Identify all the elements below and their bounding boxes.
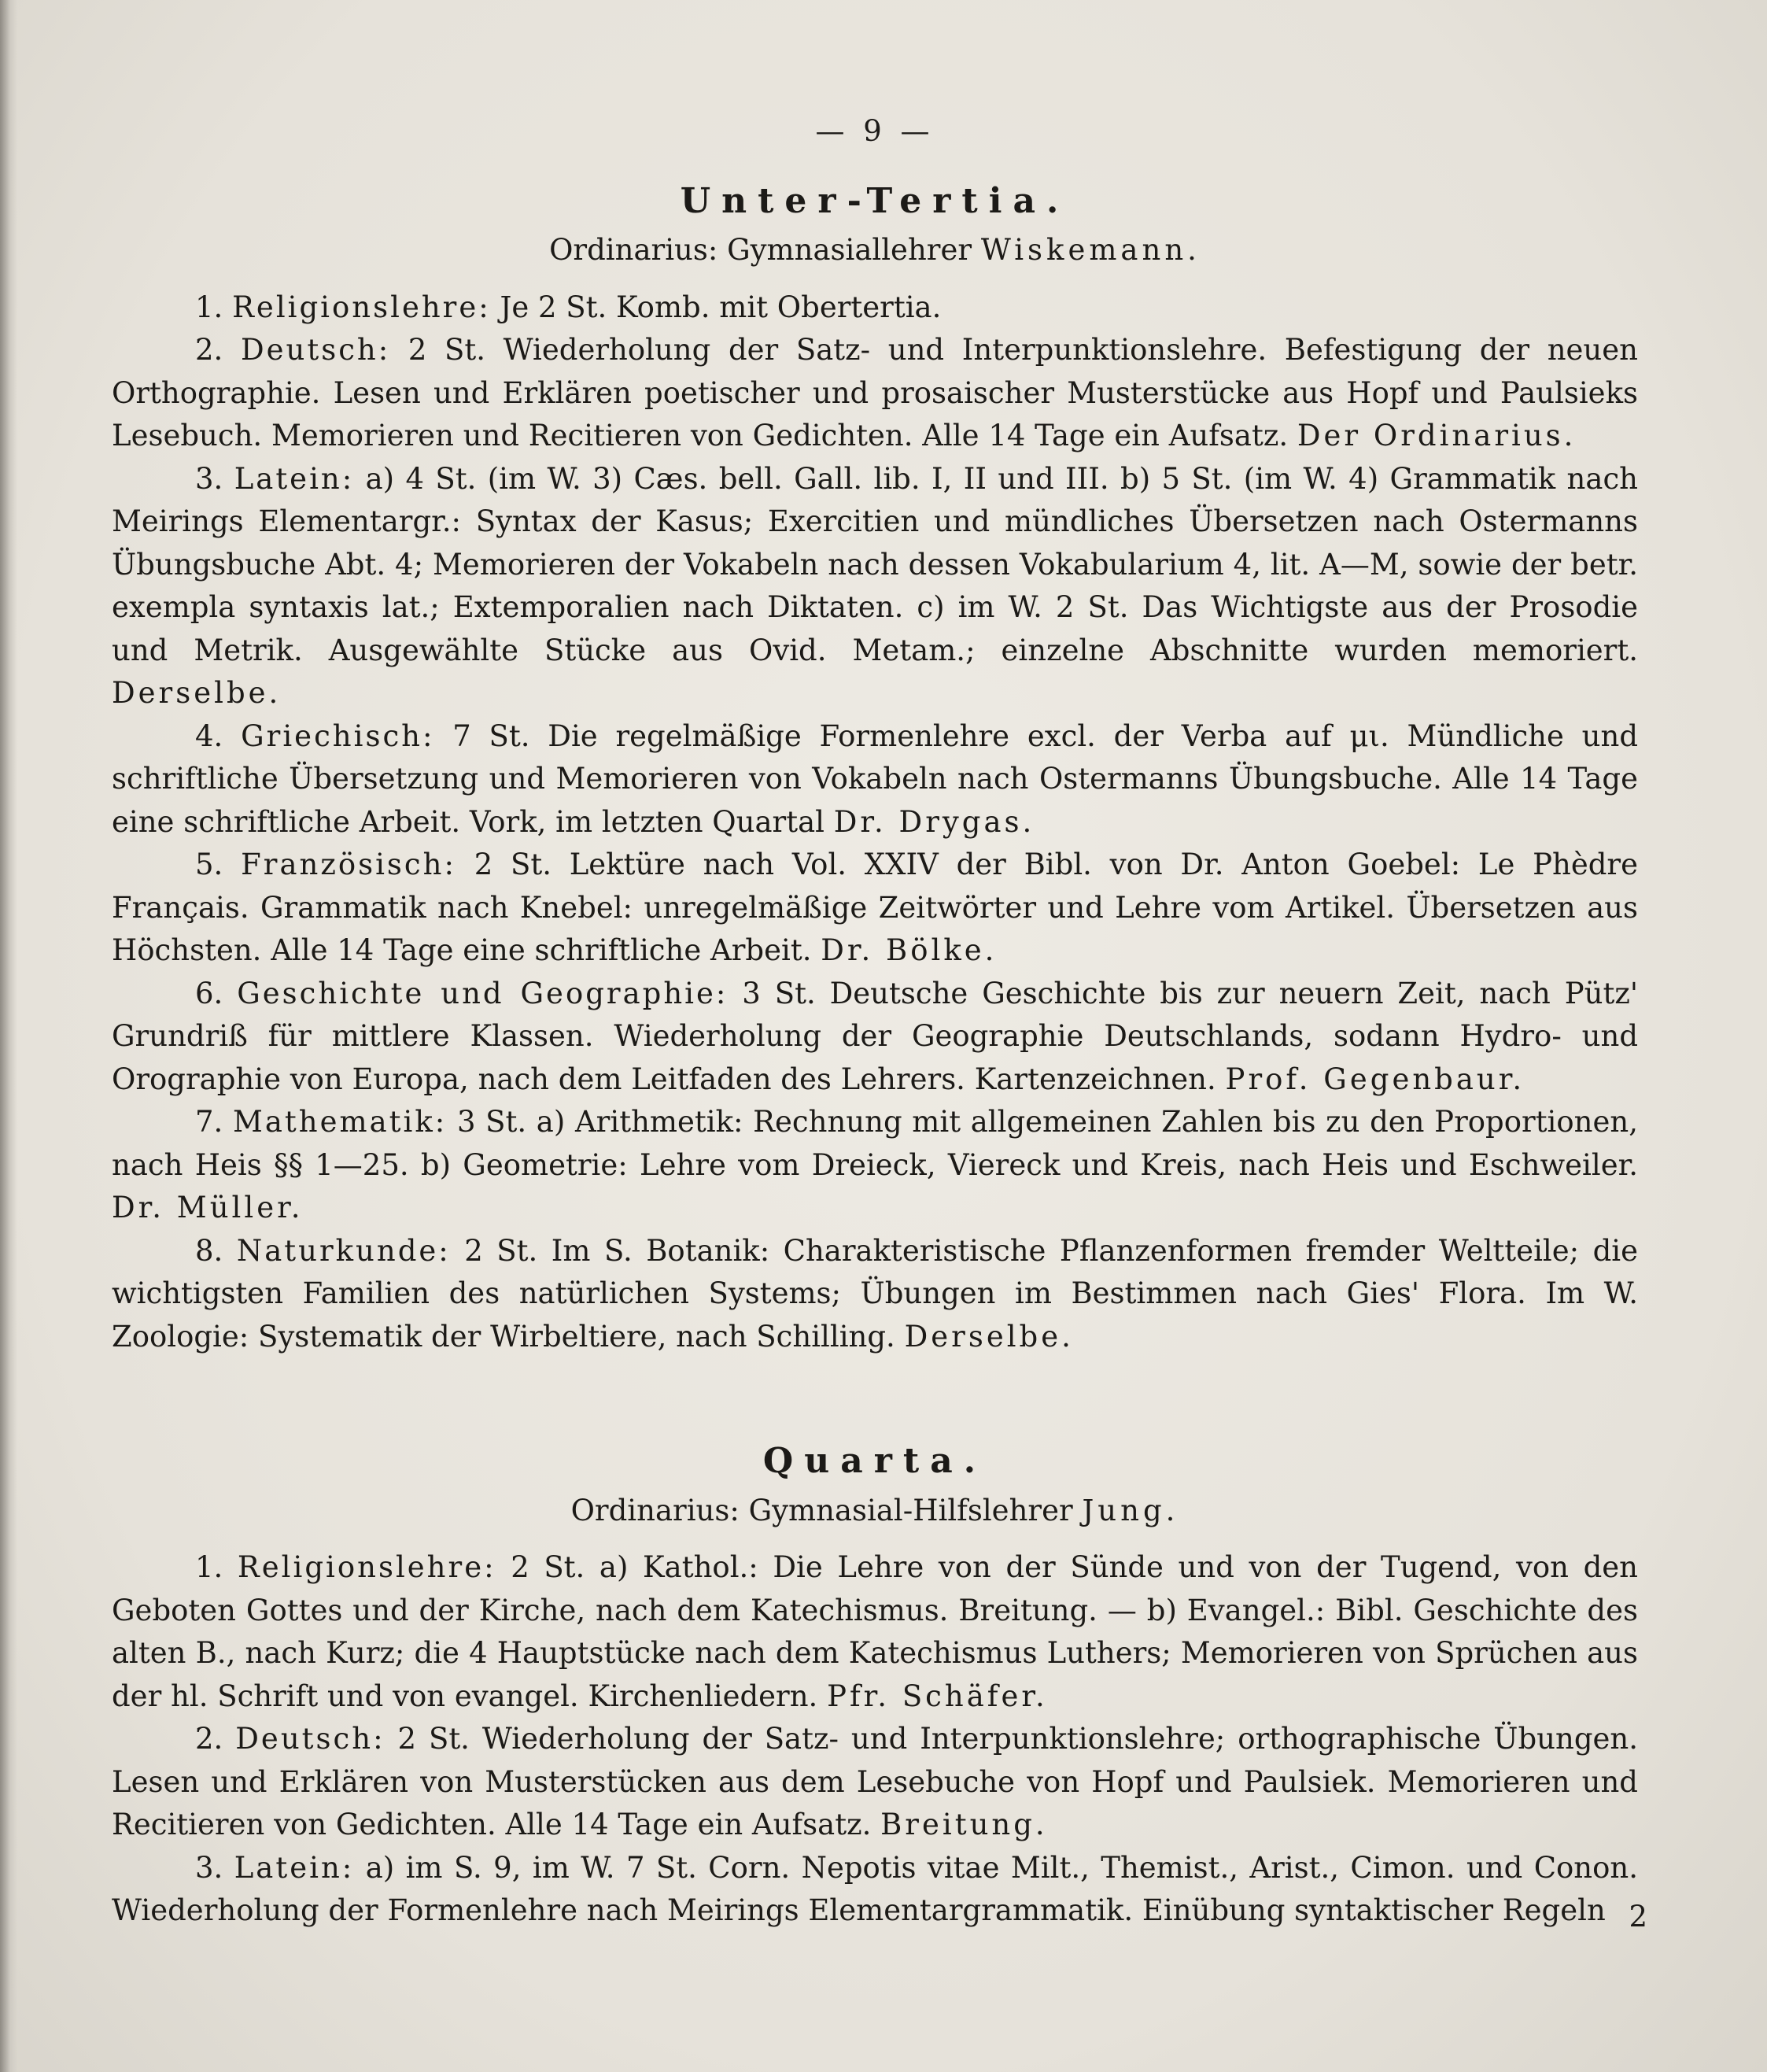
- teacher-name: Pfr. Schäfer.: [827, 1679, 1048, 1713]
- subject-text: a) im S. 9, im W. 7 St. Corn. Nepotis vitae Milt., Themist., Arist., Cimon. und Conon. Wiederholung der Formenlehre nach Meirings Elementargrammatik. Einübung syntaktischer Regeln: [112, 1850, 1638, 1927]
- item-number: 3.: [195, 461, 223, 496]
- teacher-name: Der Ordinarius.: [1297, 419, 1577, 452]
- subject-label: Deutsch:: [235, 1722, 385, 1756]
- subject-paragraph: [112, 844, 1638, 973]
- teacher-name: Dr. Müller.: [112, 1191, 304, 1224]
- subject-text: 2 St. Lektüre nach Vol. XXIV der Bibl. von Dr. Anton Goebel: Le Phèdre Français. Grammatik nach Knebel: unregelmäßige Zeitwörter und Lehre vom Artikel. Übersetzen aus Höchsten. Alle 14 Tage eine schriftliche Arbeit.: [112, 848, 1639, 967]
- subject-text: Je 2 St. Komb. mit Obertertia.: [500, 290, 942, 324]
- subject-paragraph: [112, 1230, 1638, 1359]
- subject-paragraph: [112, 973, 1638, 1102]
- subject-label: Religionslehre:: [237, 1550, 496, 1584]
- item-number: 4.: [195, 718, 223, 753]
- subject-label: Geschichte und Geographie:: [237, 976, 729, 1010]
- ordinarius-label: Ordinarius: Gymnasial-Hilfslehrer: [570, 1493, 1073, 1527]
- subject-paragraph: [112, 286, 1638, 330]
- subject-paragraph: [112, 715, 1638, 844]
- item-number: 2.: [195, 1722, 223, 1756]
- ordinarius-name: Wiskemann.: [980, 233, 1201, 267]
- subject-paragraph: [112, 1847, 1638, 1933]
- page-number: — 9 —: [815, 114, 935, 148]
- subject-label: Latein:: [234, 1850, 355, 1885]
- signature-mark: 2: [1629, 1900, 1647, 1933]
- subject-label: Französisch:: [241, 848, 456, 881]
- subject-text: 3 St. Deutsche Geschichte bis zur neuern Zeit, nach Pütz' Grundriß für mittlere Klassen. Wiederholung der Geographie Deutschlands, sodann Hydro- und Orographie von Europa, nach dem Leitfaden des Lehrers. Kartenzeichnen.: [112, 976, 1639, 1096]
- teacher-name: Derselbe.: [112, 676, 282, 710]
- item-number: 2.: [195, 333, 223, 367]
- item-number: 8.: [195, 1233, 223, 1268]
- teacher-name: Derselbe.: [904, 1319, 1074, 1354]
- item-number: 6.: [195, 976, 223, 1010]
- item-number: 5.: [195, 848, 223, 881]
- subject-text: 7 St. Die regelmäßige Formenlehre excl. der Verba auf μι. Mündliche und schriftliche Übersetzung und Memorieren von Vokabeln nach Ostermanns Übungsbuche. Alle 14 Tage eine schriftliche Arbeit. Vork, im letzten Quartal: [112, 718, 1639, 839]
- subject-paragraph: [112, 1101, 1638, 1230]
- subject-label: Latein:: [234, 461, 355, 496]
- section-title-quarta: Quarta.: [762, 1441, 987, 1481]
- item-number: 1.: [195, 290, 223, 324]
- teacher-name: Dr. Drygas.: [833, 804, 1035, 839]
- subject-text: 2 St. Im S. Botanik: Charakteristische Pflanzenformen fremder Weltteile; die wichtigsten Familien des natürlichen Systems; Übungen im Bestimmen nach Gies' Flora. Im W. Zoologie: Systematik der Wirbeltiere, nach Schilling.: [112, 1233, 1639, 1354]
- item-number: 1.: [195, 1550, 223, 1584]
- subject-label: Mathematik:: [232, 1105, 448, 1139]
- subject-paragraph: [112, 458, 1638, 715]
- item-number: 7.: [195, 1105, 223, 1139]
- subject-text: 2 St. a) Kathol.: Die Lehre von der Sünde und von der Tugend, von den Geboten Gottes und der Kirche, nach dem Katechismus. Breitung. — b) Evangel.: Bibl. Geschichte des alten B., nach Kurz; die 4 Hauptstücke nach dem Katechismus Luthers; Memorieren von Sprüchen aus der hl. Schrift und von evangel. Kirchenliedern.: [112, 1550, 1638, 1713]
- ordinarius-label: Ordinarius: Gymnasiallehrer: [549, 233, 972, 267]
- subject-paragraph: [112, 1718, 1638, 1847]
- subject-label: Naturkunde:: [236, 1233, 451, 1268]
- teacher-name: Dr. Bölke.: [821, 933, 998, 967]
- ordinarius-name: Jung.: [1082, 1493, 1179, 1527]
- teacher-name: Breitung.: [880, 1808, 1048, 1841]
- ordinarius-line: [112, 1490, 1638, 1533]
- subject-paragraph: [112, 329, 1638, 458]
- subject-text: 2 St. Wiederholung der Satz- und Interpunktionslehre. Befestigung der neuen Orthographie. Lesen und Erklären poetischer und prosaischer Musterstücke aus Hopf und Paulsieks Lesebuch. Memorieren und Recitieren von Gedichten. Alle 14 Tage ein Aufsatz.: [112, 333, 1638, 452]
- section-title-unter-tertia: Unter-Tertia.: [680, 180, 1070, 221]
- ordinarius-line: [112, 229, 1638, 272]
- subject-text: a) 4 St. (im W. 3) Cæs. bell. Gall. lib. I, II und III. b) 5 St. (im W. 4) Grammatik nach Meirings Elementargr.: Syntax der Kasus; Exercitien und mündliches Übersetzen nach Ostermanns Übungsbuche Abt. 4; Memorieren der Vokabeln nach dessen Vokabularium 4, lit. A—M, sowie der betr. exempla syntaxis lat.; Extemporalien nach Diktaten. c) im W. 2 St. Das Wichtigste aus der Prosodie und Metrik. Ausgewählte Stücke aus Ovid. Metam.; einzelne Abschnitte wurden memoriert.: [112, 461, 1638, 667]
- book-gutter-shadow: [0, 0, 17, 2072]
- teacher-name: Prof. Gegenbaur.: [1225, 1062, 1525, 1096]
- subject-label: Religionslehre:: [232, 290, 491, 324]
- subject-text: 2 St. Wiederholung der Satz- und Interpunktionslehre; orthographische Übungen. Lesen und Erklären von Musterstücken aus dem Lesebuche von Hopf und Paulsiek. Memorieren und Recitieren von Gedichten. Alle 14 Tage ein Aufsatz.: [112, 1722, 1639, 1841]
- subject-paragraph: [112, 1546, 1638, 1718]
- subject-label: Deutsch:: [240, 333, 391, 367]
- subject-label: Griechisch:: [241, 718, 435, 753]
- item-number: 3.: [195, 1850, 223, 1885]
- page-text: [112, 110, 1638, 1933]
- subject-text: 3 St. a) Arithmetik: Rechnung mit allgemeinen Zahlen bis zu den Proportionen, nach Heis §§ 1—25. b) Geometrie: Lehre vom Dreieck, Viereck und Kreis, nach Heis und Eschweiler.: [112, 1105, 1638, 1182]
- section-spacer: [112, 1358, 1638, 1440]
